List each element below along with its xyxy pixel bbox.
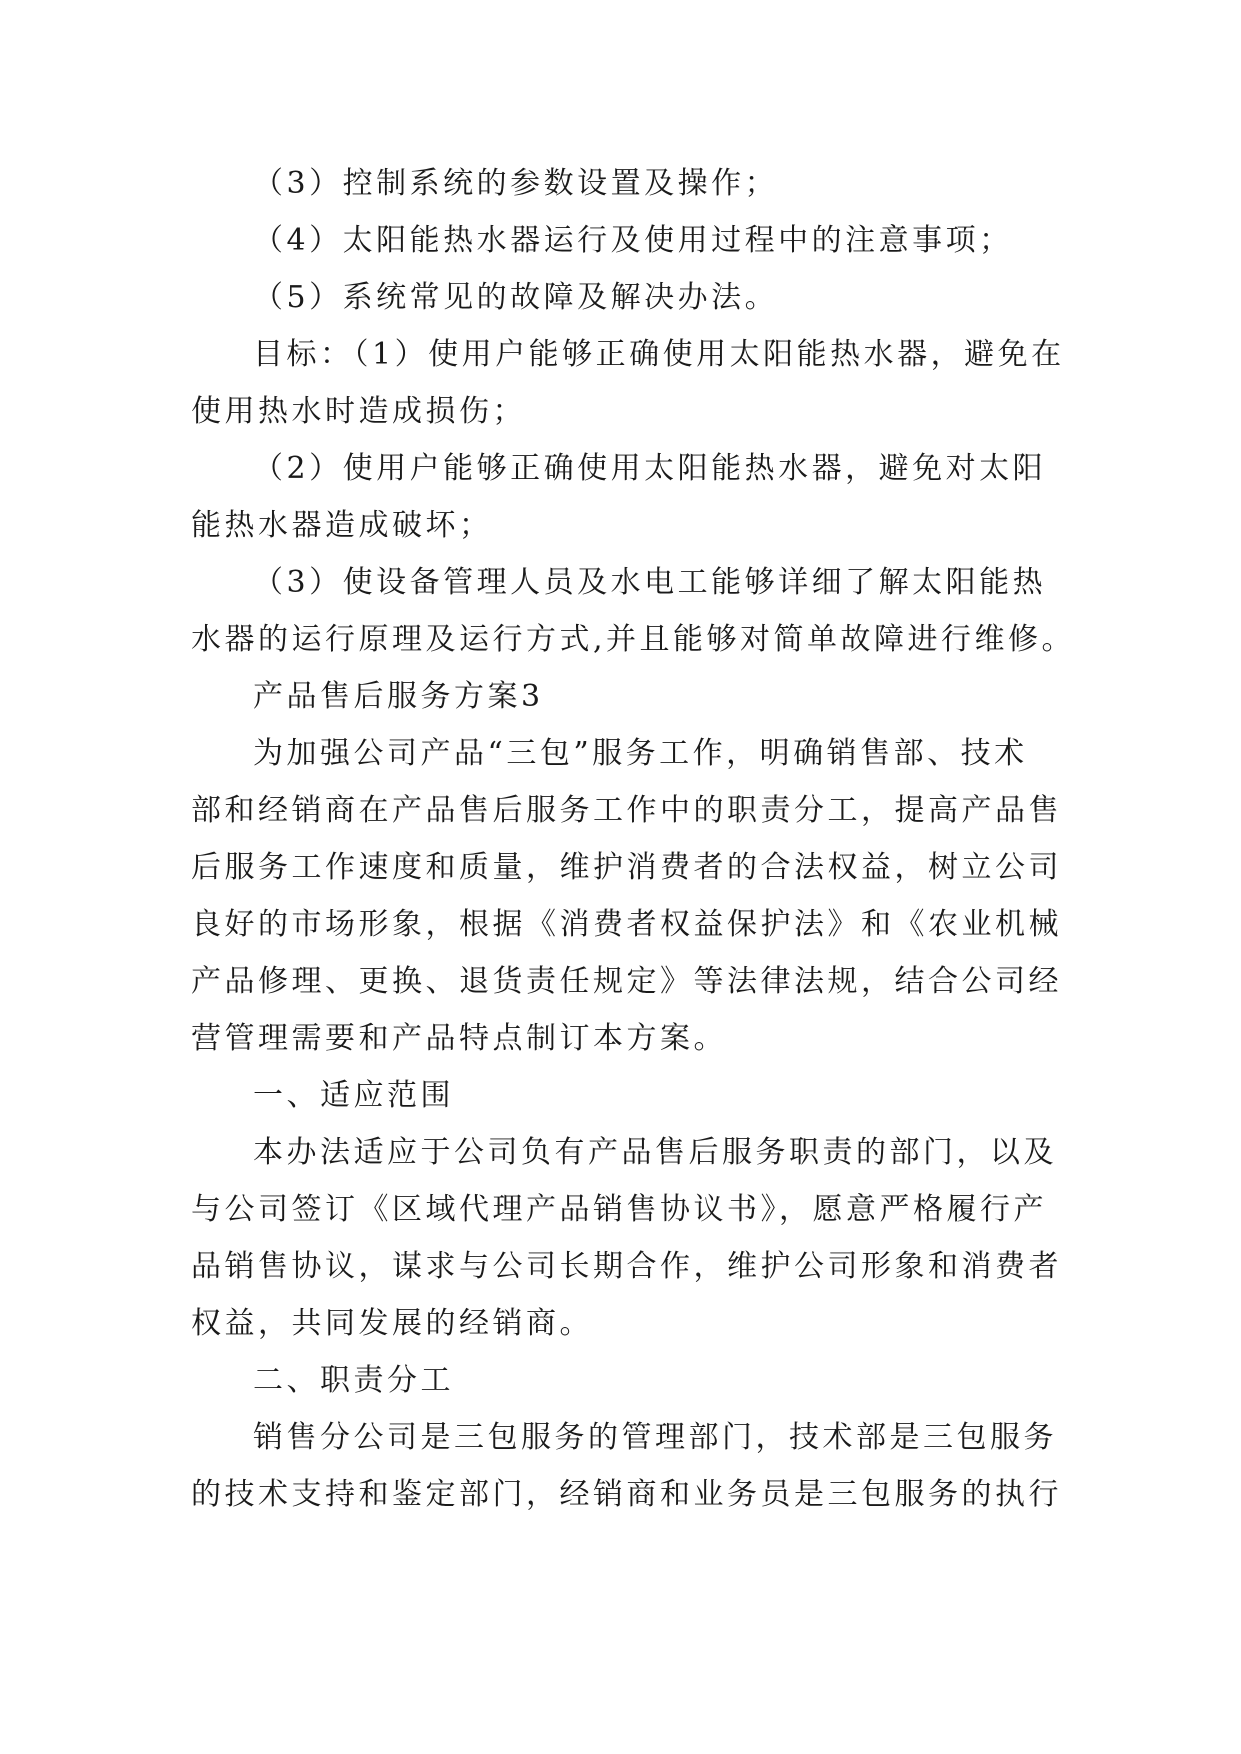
- text-line: 为加强公司产品“三包”服务工作，明确销售部、技术: [253, 736, 1028, 771]
- text-line: （4）太阳能热水器运行及使用过程中的注意事项；: [253, 223, 1013, 258]
- document-body: [191, 155, 1076, 1523]
- text-line: 部和经销商在产品售后服务工作中的职责分工，提高产品售: [191, 793, 1062, 828]
- section-heading: 一、适应范围: [253, 1078, 454, 1113]
- section-title: 产品售后服务方案3: [253, 679, 544, 714]
- text-line: （2）使用户能够正确使用太阳能热水器，避免对太阳: [253, 451, 1047, 486]
- text-line: 销售分公司是三包服务的管理部门，技术部是三包服务: [253, 1420, 1057, 1455]
- text-line: 与公司签订《区域代理产品销售协议书》，愿意严格履行产: [191, 1192, 1047, 1227]
- text-line: 本办法适应于公司负有产品售后服务职责的部门，以及: [253, 1135, 1057, 1170]
- section-heading: 二、职责分工: [253, 1363, 454, 1398]
- text-line: （5）系统常见的故障及解决办法。: [253, 280, 779, 315]
- text-block: [191, 155, 1076, 1523]
- text-line: 使用热水时造成损伤；: [191, 394, 526, 429]
- text-line: 能热水器造成破坏；: [191, 508, 493, 543]
- text-line: 权益，共同发展的经销商。: [191, 1306, 593, 1341]
- text-line: 营管理需要和产品特点制订本方案。: [191, 1021, 727, 1056]
- text-line: 良好的市场形象，根据《消费者权益保护法》和《农业机械: [191, 907, 1062, 942]
- text-line: 目标：（1）使用户能够正确使用太阳能热水器，避免在: [253, 337, 1065, 372]
- text-line: 后服务工作速度和质量，维护消费者的合法权益，树立公司: [191, 850, 1062, 885]
- text-line: （3）控制系统的参数设置及操作；: [253, 166, 779, 201]
- text-line: 品销售协议，谋求与公司长期合作，维护公司形象和消费者: [191, 1249, 1062, 1284]
- text-line: （3）使设备管理人员及水电工能够详细了解太阳能热: [253, 565, 1047, 600]
- text-line: 的技术支持和鉴定部门，经销商和业务员是三包服务的执行: [191, 1477, 1062, 1512]
- text-line: 产品修理、更换、退货责任规定》等法律法规，结合公司经: [191, 964, 1062, 999]
- text-line: 水器的运行原理及运行方式,并且能够对简单故障进行维修。: [191, 622, 1076, 657]
